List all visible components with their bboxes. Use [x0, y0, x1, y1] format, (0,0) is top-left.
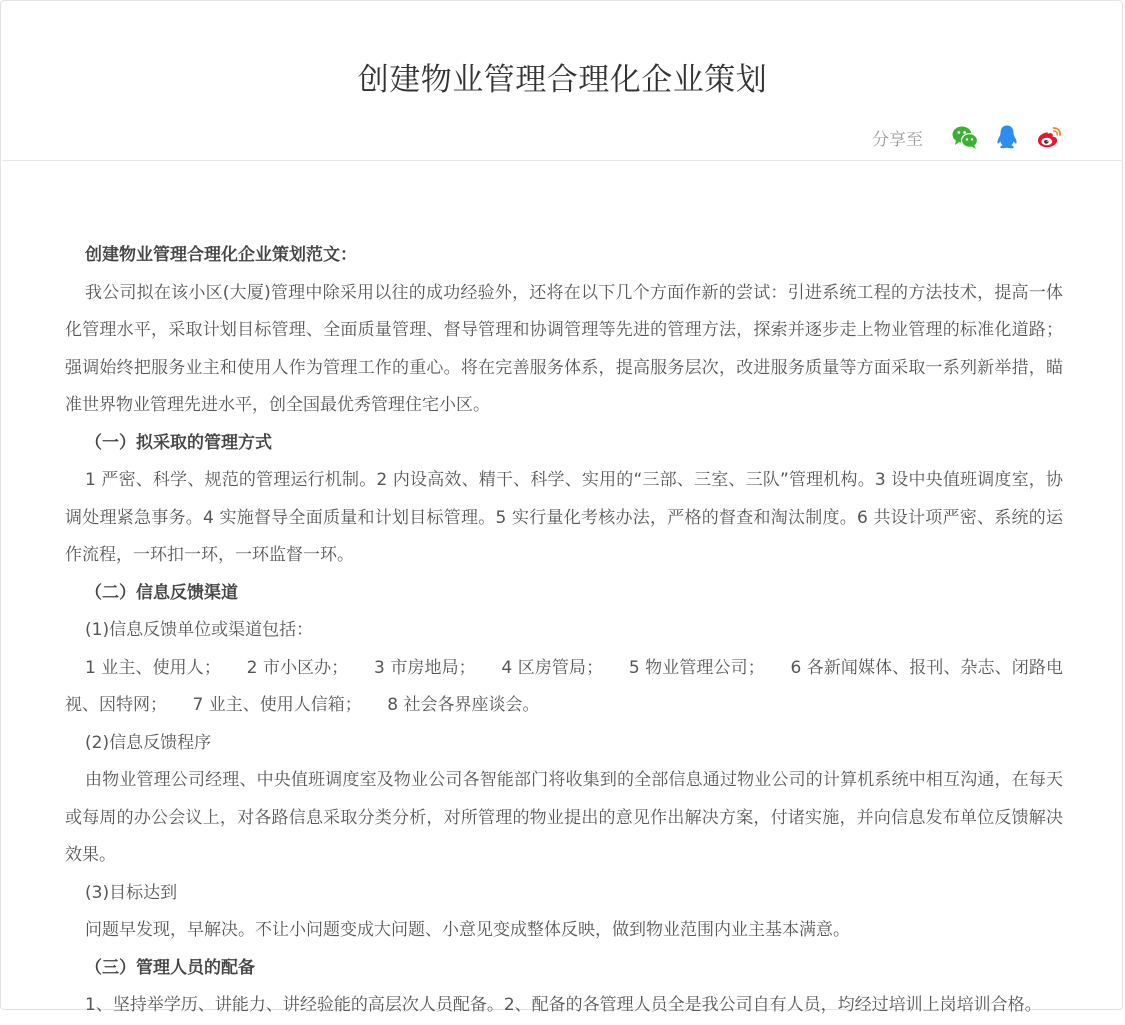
- weibo-icon[interactable]: [1035, 123, 1063, 151]
- article-paragraph: (3)目标达到: [85, 882, 178, 903]
- qq-icon[interactable]: [993, 123, 1021, 151]
- share-bar: [872, 122, 1063, 152]
- article-paragraph: (2)信息反馈程序: [85, 732, 212, 753]
- article-paragraph: 由物业管理公司经理、中央值班调度室及物业公司各智能部门将收集到的全部信息通过物业公司的计算机系统中相互沟通，在每天或每周的办公会议上，对各路信息采取分类分析，对所管理的物业提出的意见作出解决方案，付诸实施，并向信息发布单位反馈解决效果。: [65, 770, 1063, 865]
- article-paragraph: 我公司拟在该小区(大厦)管理中除采用以往的成功经验外，还将在以下几个方面作新的尝试：引进系统工程的方法技术，提高一体化管理水平，采取计划目标管理、全面质量管理、督导管理和协调管理等先进的管理方法，探索并逐步走上物业管理的标准化道路；强调始终把服务业主和使用人作为管理工作的重心。将在完善服务体系，提高服务层次，改进服务质量等方面采取一系列新举措，瞄准世界物业管理先进水平，创全国最优秀管理住宅小区。: [65, 282, 1063, 415]
- article-paragraph: (1)信息反馈单位或渠道包括：: [85, 620, 314, 640]
- article-paragraph: 1 严密、科学、规范的管理运行机制。2 内设高效、精干、科学、实用的“三部、三室、三队”管理机构。3 设中央值班调度室，协调处理紧急事务。4 实施督导全面质量和计划目标管理。5 实行量化考核办法，严格的督查和淘汰制度。6 共设计项严密、系统的运作流程，一环扣一环，一环监督一环。: [65, 470, 1063, 565]
- article-paragraph: 1 业主、使用人； 2 市小区办； 3 市房地局； 4 区房管局； 5 物业管理公司； 6 各新闻媒体、报刊、杂志、闭路电视、因特网； 7 业主、使用人信箱； 8 社会各界座谈会。: [65, 657, 1063, 715]
- article-intro-heading: 创建物业管理合理化企业策划范文：: [85, 245, 357, 265]
- article-paragraph: 1、坚持举学历、讲能力、讲经验能的高层次人员配备。2、配备的各管理人员全是我公司自有人员，均经过培训上岗培训合格。: [85, 995, 1042, 1015]
- article-header: [2, 2, 1123, 161]
- section-heading: （三）管理人员的配备: [85, 957, 255, 978]
- article-paragraph: 问题早发现，早解决。不让小问题变成大问题、小意见变成整体反映，做到物业范围内业主基本满意。: [85, 920, 850, 940]
- section-heading: （一）拟采取的管理方式: [85, 432, 272, 453]
- wechat-icon[interactable]: [951, 123, 979, 151]
- article-body: [65, 237, 1063, 1025]
- share-label: 分享至: [872, 129, 923, 150]
- page-title: 创建物业管理合理化企业策划: [357, 62, 768, 98]
- section-heading: （二）信息反馈渠道: [85, 582, 238, 603]
